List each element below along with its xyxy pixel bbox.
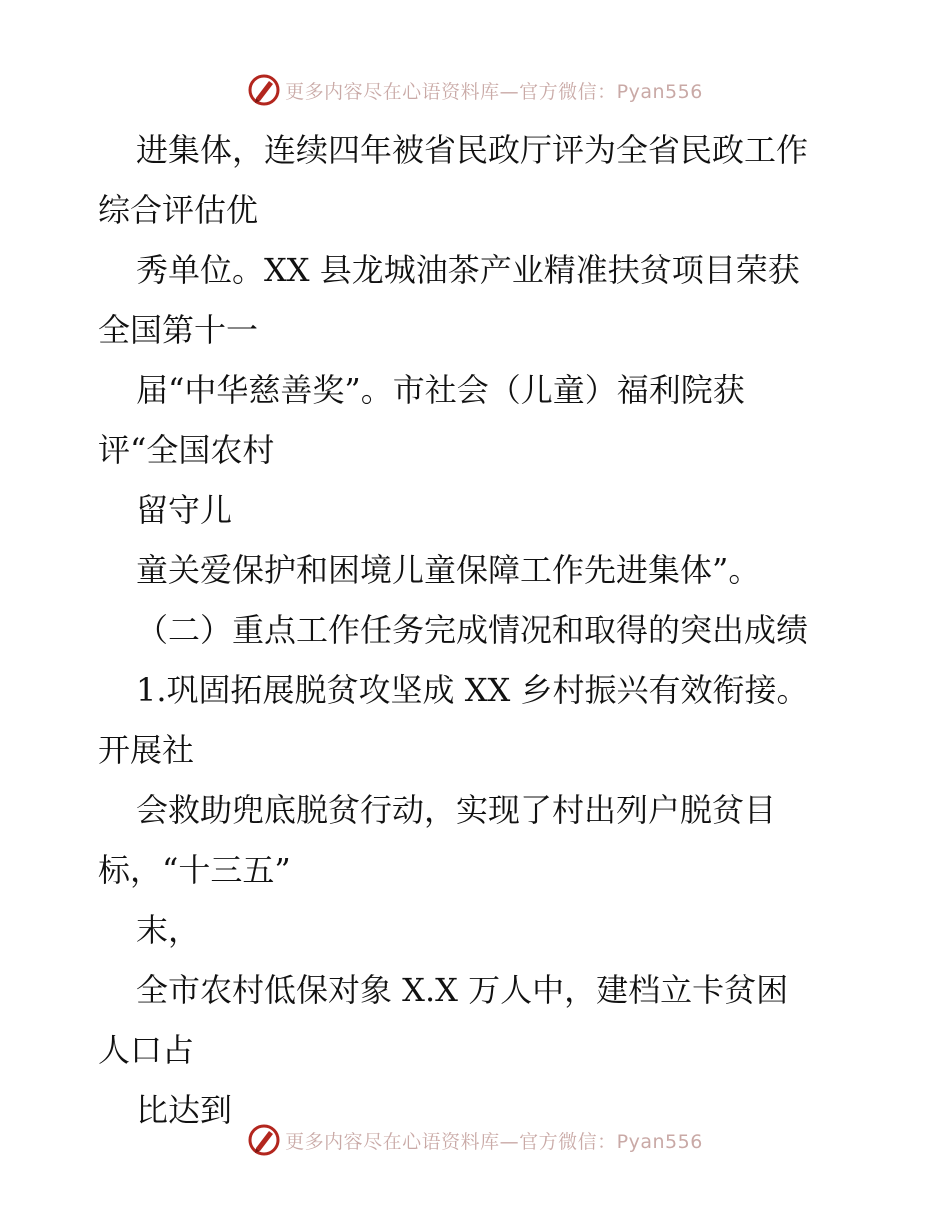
document-body xyxy=(98,120,898,1140)
text-line: 全市农村低保对象 X.X 万人中，建档立卡贫困 xyxy=(136,971,789,1009)
text-line: 全国第十一 xyxy=(98,311,259,349)
header-banner-text: 更多内容尽在心语资料库—官方微信：Pyan556 xyxy=(285,80,703,103)
footer-watermark-banner xyxy=(0,1120,950,1160)
pen-logo-icon xyxy=(247,1123,281,1157)
text-line: 评“全国农村 xyxy=(98,431,275,469)
text-line: 进集体，连续四年被省民政厅评为全省民政工作 xyxy=(136,131,809,169)
footer-banner-text: 更多内容尽在心语资料库—官方微信：Pyan556 xyxy=(285,1130,703,1153)
text-line: 综合评估优 xyxy=(98,191,259,229)
text-line: 末， xyxy=(136,911,201,949)
text-line: 届“中华慈善奖”。市社会（儿童）福利院获 xyxy=(136,371,745,409)
text-line: 标，“十三五” xyxy=(98,851,291,889)
text-line: 留守儿 xyxy=(136,491,233,529)
text-line: 比达到 xyxy=(136,1091,233,1129)
text-line: 1.巩固拓展脱贫攻坚成 XX 乡村振兴有效衔接。 xyxy=(136,671,809,709)
pen-logo-icon xyxy=(247,73,281,107)
text-line: 开展社 xyxy=(98,731,195,769)
text-line: 童关爱保护和困境儿童保障工作先进集体”。 xyxy=(136,551,761,589)
text-line: 人口占 xyxy=(98,1031,195,1069)
header-watermark-banner xyxy=(0,70,950,110)
text-line: 会救助兜底脱贫行动，实现了村出列户脱贫目 xyxy=(136,791,777,829)
text-line: 秀单位。XX 县龙城油茶产业精准扶贫项目荣获 xyxy=(136,251,800,289)
text-line: （二）重点工作任务完成情况和取得的突出成绩 xyxy=(136,611,809,649)
